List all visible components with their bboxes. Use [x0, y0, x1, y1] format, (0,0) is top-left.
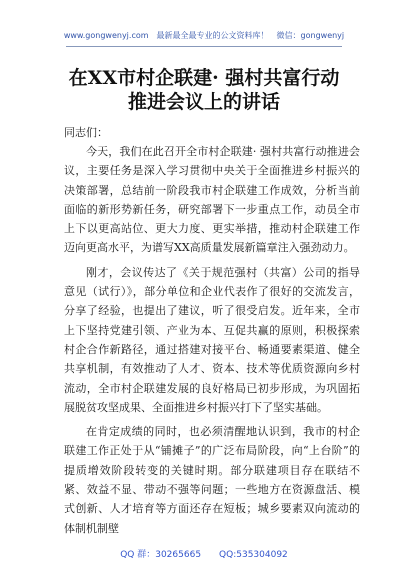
header-wechat: 微信：gongwenyj	[276, 31, 345, 40]
header-divider	[66, 46, 342, 47]
body-paragraph: 在肯定成绩的同时，也必须清醒地认识到，我市的村企联建工作正处于从“铺摊子”的广泛布局阶段，向“上台阶”的提质增效阶段转变的关键时期。部分联建项目存在联结不紧、效益不显、带动不强等问题；一些地方在资源盘活、模式创新、人才培育等方面还存在短板；城乡要素双向流动的体制机制壁	[64, 425, 360, 535]
header-slogan: 最新最全最专业的公文资料库！	[156, 31, 269, 40]
header-site-link[interactable]: www.gongwenyj.com	[63, 31, 149, 40]
salutation: 同志们：	[64, 126, 108, 139]
body-paragraph: 刚才，会议传达了《关于规范强村（共富）公司的指导意见（试行）》，部分单位和企业代表作了很好的交流发言，分享了经验，也提出了建议，听了很受启发。近年来，全市上下坚持党建引领、产业为本、互促共赢的原则，积极探索村企合作新路径，通过搭建对接平台、畅通要素渠道、健全共享机制，有效推动了人才、资本、技术等优质资源向乡村流动，全市村企联建发展的良好格局已初步形成，为巩固拓展脱贫攻坚成果、全面推进乡村振兴打下了坚实基础。	[64, 265, 360, 414]
body-paragraph: 今天，我们在此召开全市村企联建· 强村共富行动推进会议，主要任务是深入学习贯彻中央关于全面推进乡村振兴的决策部署，总结前一阶段我市村企联建工作成效，分析当前面临的新形势新任务，研究部署下一步重点工作，动员全市上下以更高站位、更大力度、更实举措，推动村企联建工作迈向更高水平，为谱写XX高质量发展新篇章注入强劲动力。	[64, 145, 360, 255]
document-body	[64, 142, 360, 543]
footer-qq-group: QQ 群：30265665	[120, 550, 202, 560]
document-title: 在XX市村企联建· 强村共富行动推进会议上的讲话	[68, 67, 340, 113]
footer-qq: QQ:535304092	[219, 550, 288, 560]
page-header	[0, 31, 408, 41]
page-footer	[0, 549, 408, 561]
